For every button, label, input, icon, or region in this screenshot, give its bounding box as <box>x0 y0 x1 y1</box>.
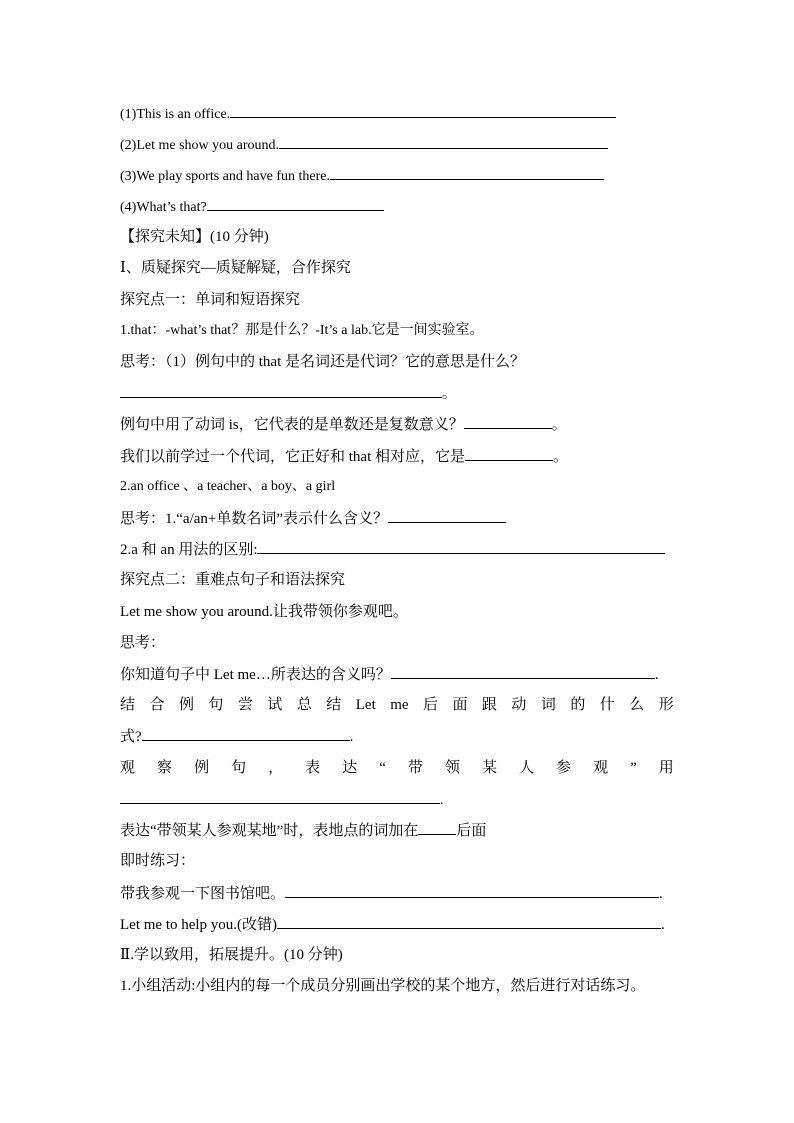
example-sentence: Let me show you around.让我带领你参观吧。 <box>120 604 408 620</box>
think3: 我们以前学过一个代词，它正好和 that 相对应，它是 。 <box>120 446 568 466</box>
group-activity: 1.小组活动:小组内的每一个成员分别画出学校的某个地方，然后进行对话练习。 <box>120 978 646 994</box>
answer-blank[interactable] <box>230 103 616 118</box>
review-q4: (4)What’s that? <box>120 196 384 216</box>
explore-heading: 【探究未知】(10 分钟) <box>120 229 269 245</box>
answer-blank[interactable] <box>279 134 608 149</box>
observe-line: 观 察 例 句 ， 表 达 “ 带 领 某 人 参 观 ” 用 <box>120 760 674 776</box>
item2: 2.an office 、a teacher、a boy、a girl <box>120 479 336 494</box>
think-label: 思考： <box>120 635 166 651</box>
summary-line-end: 式? . <box>120 726 353 746</box>
answer-blank[interactable] <box>418 820 456 835</box>
q-letme: 你知道句子中 Let me…所表达的含义吗？ . <box>120 664 659 684</box>
think1: 思考：（1）例句中的 that 是名词还是代词？它的意思是什么？ <box>120 354 525 370</box>
answer-blank[interactable] <box>257 539 665 554</box>
answer-blank[interactable] <box>464 414 552 429</box>
answer-blank[interactable] <box>120 789 440 804</box>
think1-answer: 。 <box>120 383 456 403</box>
observe-answer: . <box>120 789 444 809</box>
answer-blank[interactable] <box>207 196 384 211</box>
practice-label: 即时练习： <box>120 853 196 869</box>
part1-heading: Ⅰ、质疑探究—质疑解疑，合作探究 <box>120 260 351 276</box>
answer-blank[interactable] <box>142 726 350 741</box>
review-q1: (1)This is an office. <box>120 103 616 123</box>
answer-blank[interactable] <box>391 664 655 679</box>
review-q2: (2)Let me show you around. <box>120 134 608 154</box>
exercise-1: 带我参观一下图书馆吧。 . <box>120 883 663 903</box>
answer-blank[interactable] <box>465 446 553 461</box>
exercise-2: Let me to help you.(改错) . <box>120 914 665 934</box>
answer-blank[interactable] <box>277 914 661 929</box>
answer-blank[interactable] <box>330 165 604 180</box>
answer-blank[interactable] <box>285 883 659 898</box>
answer-blank[interactable] <box>388 508 506 523</box>
point1-heading: 探究点一：单词和短语探究 <box>120 292 301 308</box>
think4: 思考：1.“a/an+单数名词”表示什么含义？ <box>120 508 506 528</box>
think2: 例句中用了动词 is，它代表的是单数还是复数意义？ 。 <box>120 414 567 434</box>
part2-heading: Ⅱ.学以致用，拓展提升。(10 分钟) <box>120 947 343 963</box>
answer-blank[interactable] <box>120 383 442 398</box>
place-rule: 表达“带领某人参观某地”时，表地点的词加在 后面 <box>120 820 486 840</box>
point2-heading: 探究点二：重难点句子和语法探究 <box>120 572 346 588</box>
item1: 1.that：-what’s that？那是什么？-It’s a lab.它是一间实验室。 <box>120 323 484 338</box>
summary-line: 结 合 例 句 尝 试 总 结 Let me 后 面 跟 动 词 的 什 么 形 <box>120 697 674 713</box>
think5: 2.a 和 an 用法的区别: <box>120 539 665 559</box>
review-q3: (3)We play sports and have fun there. <box>120 165 604 185</box>
